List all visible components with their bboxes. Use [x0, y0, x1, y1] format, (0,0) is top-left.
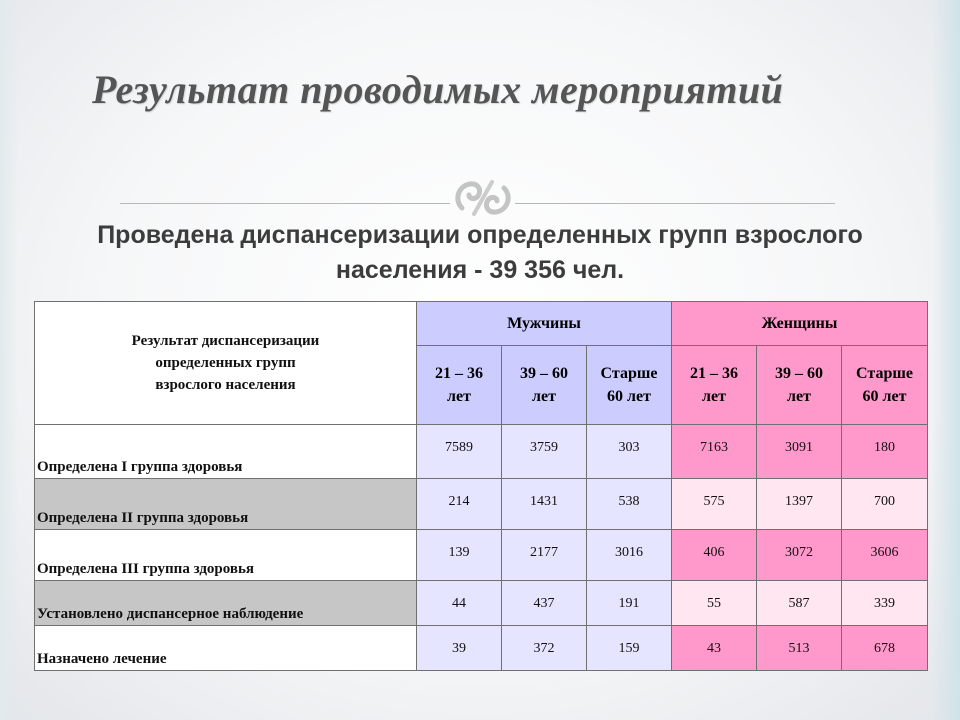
value-cell: 339: [842, 581, 928, 626]
age-line-1: Старше: [600, 365, 658, 382]
row-label: Определена II группа здоровья: [35, 479, 417, 530]
table-row: [35, 581, 928, 626]
value-cell: 678: [842, 626, 928, 671]
value-cell: 575: [672, 479, 757, 530]
value-cell: 3606: [842, 530, 928, 581]
results-table: [34, 301, 928, 671]
table-row: [35, 530, 928, 581]
slide-right-edge: [932, 0, 960, 720]
value-cell: 159: [587, 626, 672, 671]
value-cell: 7589: [417, 425, 502, 479]
value-cell: 3016: [587, 530, 672, 581]
value-cell: 214: [417, 479, 502, 530]
table-row: [35, 425, 928, 479]
age-line-2: лет: [702, 388, 726, 405]
value-cell: 44: [417, 581, 502, 626]
table-row: [35, 479, 928, 530]
value-cell: 191: [587, 581, 672, 626]
table-header-description: [35, 302, 417, 425]
header-age-women-39-60: [757, 346, 842, 425]
value-cell: 180: [842, 425, 928, 479]
row-label: Определена III группа здоровья: [35, 530, 417, 581]
subtitle-line-2: населения - 39 356 чел.: [335, 256, 625, 284]
value-cell: 7163: [672, 425, 757, 479]
header-age-men-60-plus: [587, 346, 672, 425]
header-age-women-60-plus: [842, 346, 928, 425]
value-cell: 1431: [502, 479, 587, 530]
slide-left-edge: [0, 0, 18, 720]
value-cell: 139: [417, 530, 502, 581]
header-desc-line-3: взрослого населения: [155, 377, 296, 393]
header-women: Женщины: [672, 302, 928, 346]
age-line-2: лет: [787, 388, 811, 405]
header-desc-line-1: Результат диспансеризации: [131, 333, 320, 349]
value-cell: 3091: [757, 425, 842, 479]
slide-subtitle: [30, 218, 930, 288]
age-line-1: 21 – 36: [690, 365, 738, 382]
header-age-men-21-36: [417, 346, 502, 425]
value-cell: 437: [502, 581, 587, 626]
age-line-2: 60 лет: [607, 388, 651, 405]
age-line-2: 60 лет: [862, 388, 907, 405]
row-label: Установлено диспансерное наблюдение: [35, 581, 417, 626]
age-line-1: Старше: [856, 365, 913, 382]
value-cell: 39: [417, 626, 502, 671]
value-cell: 1397: [757, 479, 842, 530]
value-cell: 3759: [502, 425, 587, 479]
header-age-women-21-36: [672, 346, 757, 425]
ornament-icon: [452, 174, 514, 222]
value-cell: 372: [502, 626, 587, 671]
value-cell: 303: [587, 425, 672, 479]
header-men: Мужчины: [417, 302, 672, 346]
value-cell: 43: [672, 626, 757, 671]
value-cell: 55: [672, 581, 757, 626]
value-cell: 2177: [502, 530, 587, 581]
value-cell: 538: [587, 479, 672, 530]
value-cell: 406: [672, 530, 757, 581]
row-label: Назначено лечение: [35, 626, 417, 671]
header-age-men-39-60: [502, 346, 587, 425]
age-line-1: 21 – 36: [435, 365, 483, 382]
value-cell: 700: [842, 479, 928, 530]
value-cell: 3072: [757, 530, 842, 581]
age-line-2: лет: [447, 388, 471, 405]
value-cell: 513: [757, 626, 842, 671]
age-line-1: 39 – 60: [775, 365, 823, 382]
age-line-2: лет: [532, 388, 556, 405]
table-row: [35, 626, 928, 671]
row-label: Определена I группа здоровья: [35, 425, 417, 479]
value-cell: 587: [757, 581, 842, 626]
header-desc-line-2: определенных групп: [155, 355, 296, 371]
slide-title: Результат проводимых мероприятий: [92, 67, 784, 112]
divider-line-right: [515, 203, 835, 204]
divider-line-left: [120, 203, 450, 204]
age-line-1: 39 – 60: [520, 365, 568, 382]
subtitle-line-1: Проведена диспансеризации определенных групп взрослого: [97, 221, 863, 249]
